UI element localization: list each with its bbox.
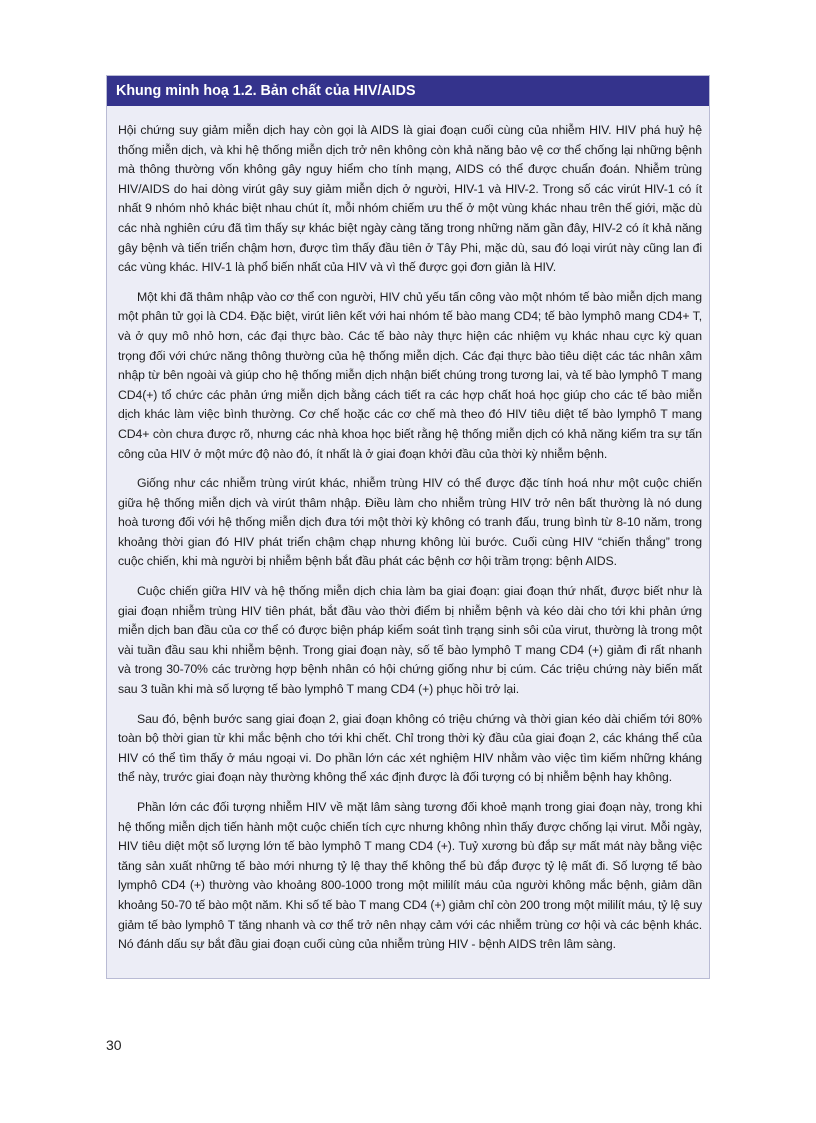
box-title: Khung minh hoạ 1.2. Bản chất của HIV/AIDS: [107, 76, 709, 106]
paragraph-1: Hội chứng suy giảm miễn dịch hay còn gọi là AIDS là giai đoạn cuối cùng của nhiễm HIV. HIV phá huỷ hệ thống miễn dịch, và khi hệ thống miễn dịch trở nên không còn khả năng bảo vệ cơ thể chống lại những bệnh mà thông thường vốn không gây nguy hiểm cho tính mạng, AIDS có thể được chuẩn đoán. Nhiễm trùng HIV/AIDS do hai dòng virút gây suy giảm miễn dịch ở người, HIV-1 và HIV-2. Trong số các virút HIV-1 có ít nhất 9 nhóm nhỏ khác biệt nhau chút ít, mỗi nhóm chiếm ưu thế ở một vùng khác nhau trên thế giới, mặc dù các nhà nghiên cứu đã tìm thấy sự khác biệt ngày càng tăng trong những năm gần đây, HIV-2 có ít khả năng gây bệnh và tiến triển chậm hơn, được tìm thấy đầu tiên ở Tây Phi, mặc dù, sau đó loại virút này cũng lan đi các vùng khác. HIV-1 là phổ biến nhất của HIV và vì thế được gọi đơn giản là HIV.: [118, 123, 702, 275]
box-body: [118, 121, 702, 965]
paragraph-5: Sau đó, bệnh bước sang giai đoạn 2, giai đoạn không có triệu chứng và thời gian kéo dài chiếm tới 80% toàn bộ thời gian từ khi mắc bệnh cho tới khi chết. Chỉ trong thời kỳ đầu của giai đoạn 2, các kháng thể của HIV có thể tìm thấy ở máu ngoại vi. Do phần lớn các xét nghiệm HIV nhằm vào việc tìm kiếm những kháng thể này, trước giai đoạn này thường không thể xác định được là đối tượng có bị nhiễm bệnh hay không.: [118, 711, 702, 785]
paragraph-4: Cuộc chiến giữa HIV và hệ thống miễn dịch chia làm ba giai đoạn: giai đoạn thứ nhất, được biết như là giai đoạn nhiễm trùng HIV tiên phát, bắt đầu vào thời điểm bị nhiễm bệnh và kéo dài cho tới khi phản ứng miễn dịch ban đầu của cơ thể có được biện pháp kiểm soát tình trạng sinh sôi của virut, thường là trong một vài tuần đầu sau khi nhiễm bệnh. Trong giai đoạn này, số tế bào lymphô T mang CD4 (+) giảm đi rất nhanh và trong 30-70% các trường hợp bệnh nhân có hội chứng giống như bị cúm. Các triệu chứng này biến mất sau 3 tuần khi mà số lượng tế bào lymphô T mang CD4 (+) phục hồi trở lại.: [118, 584, 702, 697]
paragraph-2: Một khi đã thâm nhập vào cơ thể con người, HIV chủ yếu tấn công vào một nhóm tế bào miễn dịch mang một phân tử gọi là CD4. Đặc biệt, virút liên kết với hai nhóm tế bào mang CD4; tế bào lymphô mang CD4+ T, và ở quy mô nhỏ hơn, các đại thực bào. Các tế bào này thực hiện các nhiệm vụ khác nhau cực kỳ quan trọng đối với chức năng thông thường của hệ thống miễn dịch. Các đại thực bào tiêu diệt các tác nhân xâm nhập từ bên ngoài và giúp cho hệ thống miễn dịch nhận biết chúng trong tương lai, và tế bào lymphô T mang CD4(+) tổ chức các phản ứng miễn dịch bằng cách tiết ra các hợp chất hoá học giúp cho các tế bào miễn dịch khác làm việc bình thường. Cơ chế hoặc các cơ chế mà theo đó HIV tiêu diệt tế bào lymphô T mang CD4+ còn chưa được rõ, nhưng các nhà khoa học biết rằng hệ thống miễn dịch có khả năng kiểm tra sự tấn công của HIV ở một mức độ nào đó, ít nhất là ở giai đoạn khởi đầu của thời kỳ nhiễm bệnh.: [118, 289, 702, 461]
page-number: 30: [106, 1037, 122, 1053]
illustration-box: [106, 75, 710, 979]
paragraph-3: Giống như các nhiễm trùng virút khác, nhiễm trùng HIV có thể được đặc tính hoá như một cuộc chiến giữa hệ thống miễn dịch và virút thâm nhập. Điều làm cho nhiễm trùng HIV trở nên bất thường là nó dung hoà tương đối với hệ thống miễn dịch đưa tới một thời kỳ không có tranh đấu, trung bình từ 8-10 năm, trong khoảng thời gian đó HIV phát triển chậm chạp nhưng không lùi bước. Cuối cùng HIV “chiến thắng” trong cuộc chiến, khi mà người bị nhiễm bệnh bắt đầu phát các bệnh cơ hội trầm trọng: bệnh AIDS.: [118, 476, 702, 569]
paragraph-6: Phần lớn các đối tượng nhiễm HIV về mặt lâm sàng tương đối khoẻ mạnh trong giai đoạn này, trong khi hệ thống miễn dịch tiến hành một cuộc chiến tích cực nhưng không nhìn thấy được chống lại virut. Mỗi ngày, HIV tiêu diệt một số lượng lớn tế bào lymphô T mang CD4 (+). Tuỷ xương bù đắp sự mất mát này bằng việc tăng sản xuất những tế bào mới nhưng tỷ lệ thay thế không thể bù đắp được tỷ lệ mất đi. Số lượng tế bào lymphô CD4 (+) thường vào khoảng 800-1000 trong một mililít máu của người không mắc bệnh, giảm dần khoảng 50-70 tế bào một năm. Khi số tế bào T mang CD4 (+) giảm chỉ còn 200 trong một mililít máu, tỷ lệ suy giảm tế bào lymphô T tăng nhanh và cơ thể trở nên nhạy cảm với các nhiễm trùng cơ hội và các bệnh khác. Nó đánh dấu sự bắt đầu giai đoạn cuối cùng của nhiễm trùng HIV - bệnh AIDS trên lâm sàng.: [118, 800, 702, 952]
